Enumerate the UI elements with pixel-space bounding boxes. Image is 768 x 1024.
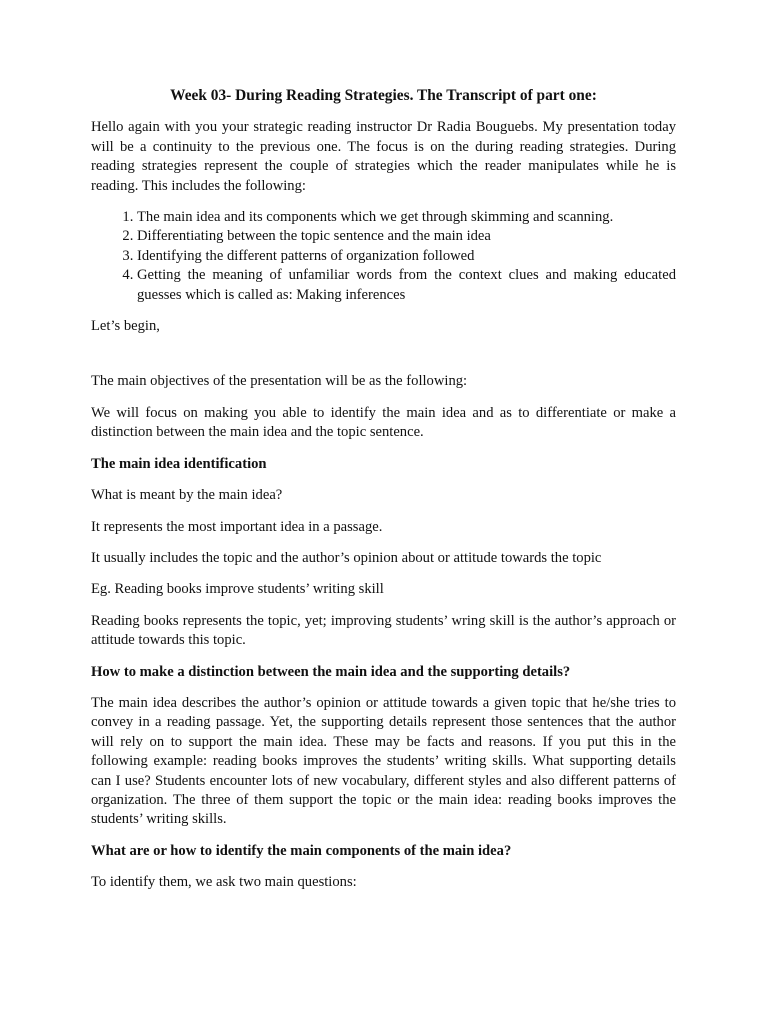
strategies-list bbox=[91, 208, 676, 305]
document-title: Week 03- During Reading Strategies. The Transcript of part one: bbox=[170, 87, 597, 104]
intro-paragraph: Hello again with you your strategic reading instructor Dr Radia Bouguebs. My presentation today will be a continuity to the previous one. The focus is on the during reading strategies. During reading strategies represent the couple of strategies which the reader manipulates while he is reading. This includes the following: bbox=[91, 119, 676, 194]
example-explained: Reading books represents the topic, yet; improving students’ wring skill is the author’s approach or attitude towards this topic. bbox=[91, 612, 676, 649]
objectives-paragraph: We will focus on making you able to identify the main idea and as to differentiate or make a distinction between the main idea and the topic sentence. bbox=[91, 404, 676, 441]
example-text: Eg. Reading books improve students’ writing skill bbox=[91, 581, 384, 598]
answer-1: It represents the most important idea in a passage. bbox=[91, 518, 383, 535]
answer-2: It usually includes the topic and the author’s opinion about or attitude towards the topic bbox=[91, 549, 602, 566]
list-item: 4. Getting the meaning of unfamiliar words from the context clues and making educated guesses which is called as: Making inferences bbox=[137, 266, 676, 305]
heading-main-idea: The main idea identification bbox=[91, 455, 267, 472]
components-paragraph: To identify them, we ask two main questions: bbox=[91, 874, 357, 891]
question-main-idea: What is meant by the main idea? bbox=[91, 487, 283, 504]
list-item: 2. Differentiating between the topic sentence and the main idea bbox=[137, 227, 676, 246]
list-item: 3. Identifying the different patterns of organization followed bbox=[137, 247, 676, 266]
document-page bbox=[91, 86, 676, 905]
lets-begin-text: Let’s begin, bbox=[91, 318, 160, 335]
heading-distinction: How to make a distinction between the main idea and the supporting details? bbox=[91, 663, 571, 680]
list-item: 1. The main idea and its components which we get through skimming and scanning. bbox=[137, 208, 676, 227]
heading-components: What are or how to identify the main components of the main idea? bbox=[91, 842, 512, 859]
spacer bbox=[91, 348, 676, 372]
distinction-paragraph: The main idea describes the author’s opinion or attitude towards a given topic that he/she tries to convey in a reading passage. Yet, the supporting details represent those sentences that the author will rely on to support the main idea. These may be facts and reasons. If you put this in the following example: reading books improves the students’ writing skills. What supporting details can I use? Students encounter lots of new vocabulary, different styles and also different patterns of organization. The three of them support the topic or the main idea: reading books improves the students’ writing skills. bbox=[91, 694, 676, 828]
objectives-intro: The main objectives of the presentation will be as the following: bbox=[91, 373, 468, 390]
